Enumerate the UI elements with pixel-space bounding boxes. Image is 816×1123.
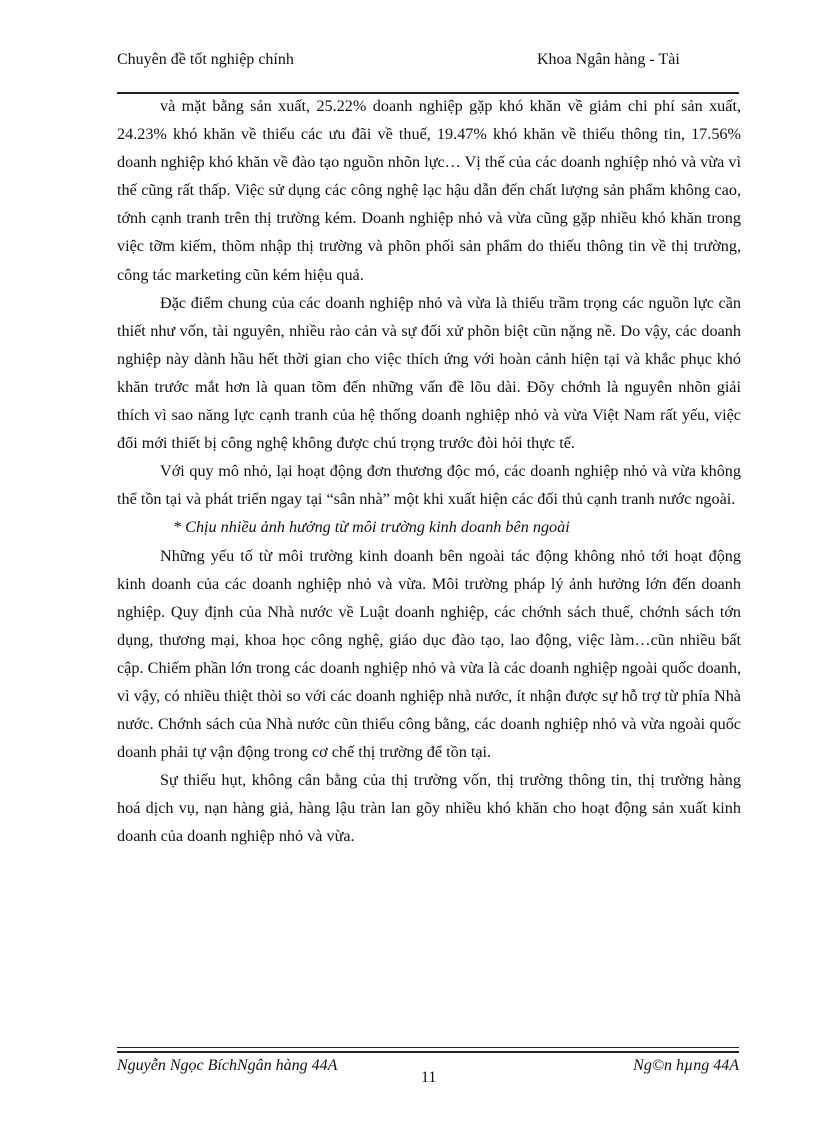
- header-faculty: Khoa Ngân hàng - Tài: [537, 51, 680, 68]
- footer-divider-thin: [117, 1047, 739, 1048]
- body-text: [117, 92, 741, 851]
- section-heading-external-environment: * Chịu nhiều ảnh hưởng từ môi trường kinh doanh bên ngoài: [173, 518, 570, 537]
- footer-class: Ng©n hµng 44A: [633, 1057, 739, 1074]
- page-header: [117, 50, 739, 94]
- footer-author: Nguyễn Ngọc BíchNgân hàng 44A: [117, 1057, 338, 1074]
- paragraph-3: Với quy mô nhỏ, lại hoạt động đơn thương độc mó, các doanh nghiệp nhỏ và vừa không thể tồn tại và phát triển ngay tại “sân nhà” một khi xuất hiện các đối thủ cạnh tranh nước ngoài.: [117, 462, 741, 509]
- page-number: 11: [421, 1069, 437, 1086]
- footer-divider-thick: [117, 1051, 739, 1053]
- header-document-title: Chuyên đề tốt nghiệp chính: [117, 51, 294, 68]
- paragraph-5: Sự thiếu hụt, không cân bằng của thị trường vốn, thị trường thông tin, thị trường hàng hoá dịch vụ, nạn hàng giả, hàng lậu tràn lan gõy nhiều khó khăn cho hoạt động sản xuất kinh doanh của doanh nghiệp nhỏ và vừa.: [117, 771, 741, 846]
- paragraph-1: và mặt bằng sản xuất, 25.22% doanh nghiệp gặp khó khăn về giảm chi phí sản xuất, 24.23% khó khăn về thiếu các ưu đãi về thuế, 19.47% khó khăn về thiếu thông tin, 17.56% doanh nghiệp khó khăn về đào tạo nguồn nhõn lực… Vị thế của các doanh nghiệp nhỏ và vừa vì thế cũng rất thấp. Việc sử dụng các công nghệ lạc hậu dẫn đến chất lượng sản phẩm không cao, tớnh cạnh tranh trên thị trường kém. Doanh nghiệp nhỏ và vừa cũng gặp nhiều khó khăn trong việc tỡm kiếm, thõm nhập thị trường và phõn phối sản phẩm do thiếu thông tin về thị trường, công tác marketing cũn kém hiệu quả.: [117, 97, 741, 284]
- paragraph-2: Đặc điểm chung của các doanh nghiệp nhỏ và vừa là thiếu trầm trọng các nguồn lực cần thiết như vốn, tài nguyên, nhiều rào cản và sự đối xử phõn biệt cũn nặng nề. Do vậy, các doanh nghiệp này dành hầu hết thời gian cho việc thích ứng với hoàn cảnh hiện tại và khắc phục khó khăn trước mắt hơn là quan tõm đến những vấn đề lõu dài. Đõy chớnh là nguyên nhõn giải thích vì sao năng lực cạnh tranh của hệ thống doanh nghiệp nhỏ và vừa Việt Nam rất yếu, việc đổi mới thiết bị công nghệ không được chú trọng trước đòi hỏi thực tế.: [117, 293, 741, 453]
- page-footer: [117, 1057, 739, 1097]
- paragraph-4: Những yếu tố từ môi trường kinh doanh bên ngoài tác động không nhỏ tới hoạt động kinh doanh của các doanh nghiệp nhỏ và vừa. Môi trường pháp lý ảnh hưởng lớn đến doanh nghiệp. Quy định của Nhà nước về Luật doanh nghiệp, các chớnh sách thuế, chớnh sách tớn dụng, thương mại, khoa học công nghệ, giáo dục đào tạo, lao động, việc làm…cũn nhiều bất cập. Chiếm phần lớn trong các doanh nghiệp nhỏ và vừa là các doanh nghiệp ngoài quốc doanh, vì vậy, có nhiều thiệt thòi so với các doanh nghiệp nhà nước, ít nhận được sự hỗ trợ từ phía Nhà nước. Chớnh sách của Nhà nước cũn thiếu công bằng, các doanh nghiệp nhỏ và vừa ngoài quốc doanh phải tự vận động trong cơ chế thị trường để tồn tại.: [117, 546, 741, 762]
